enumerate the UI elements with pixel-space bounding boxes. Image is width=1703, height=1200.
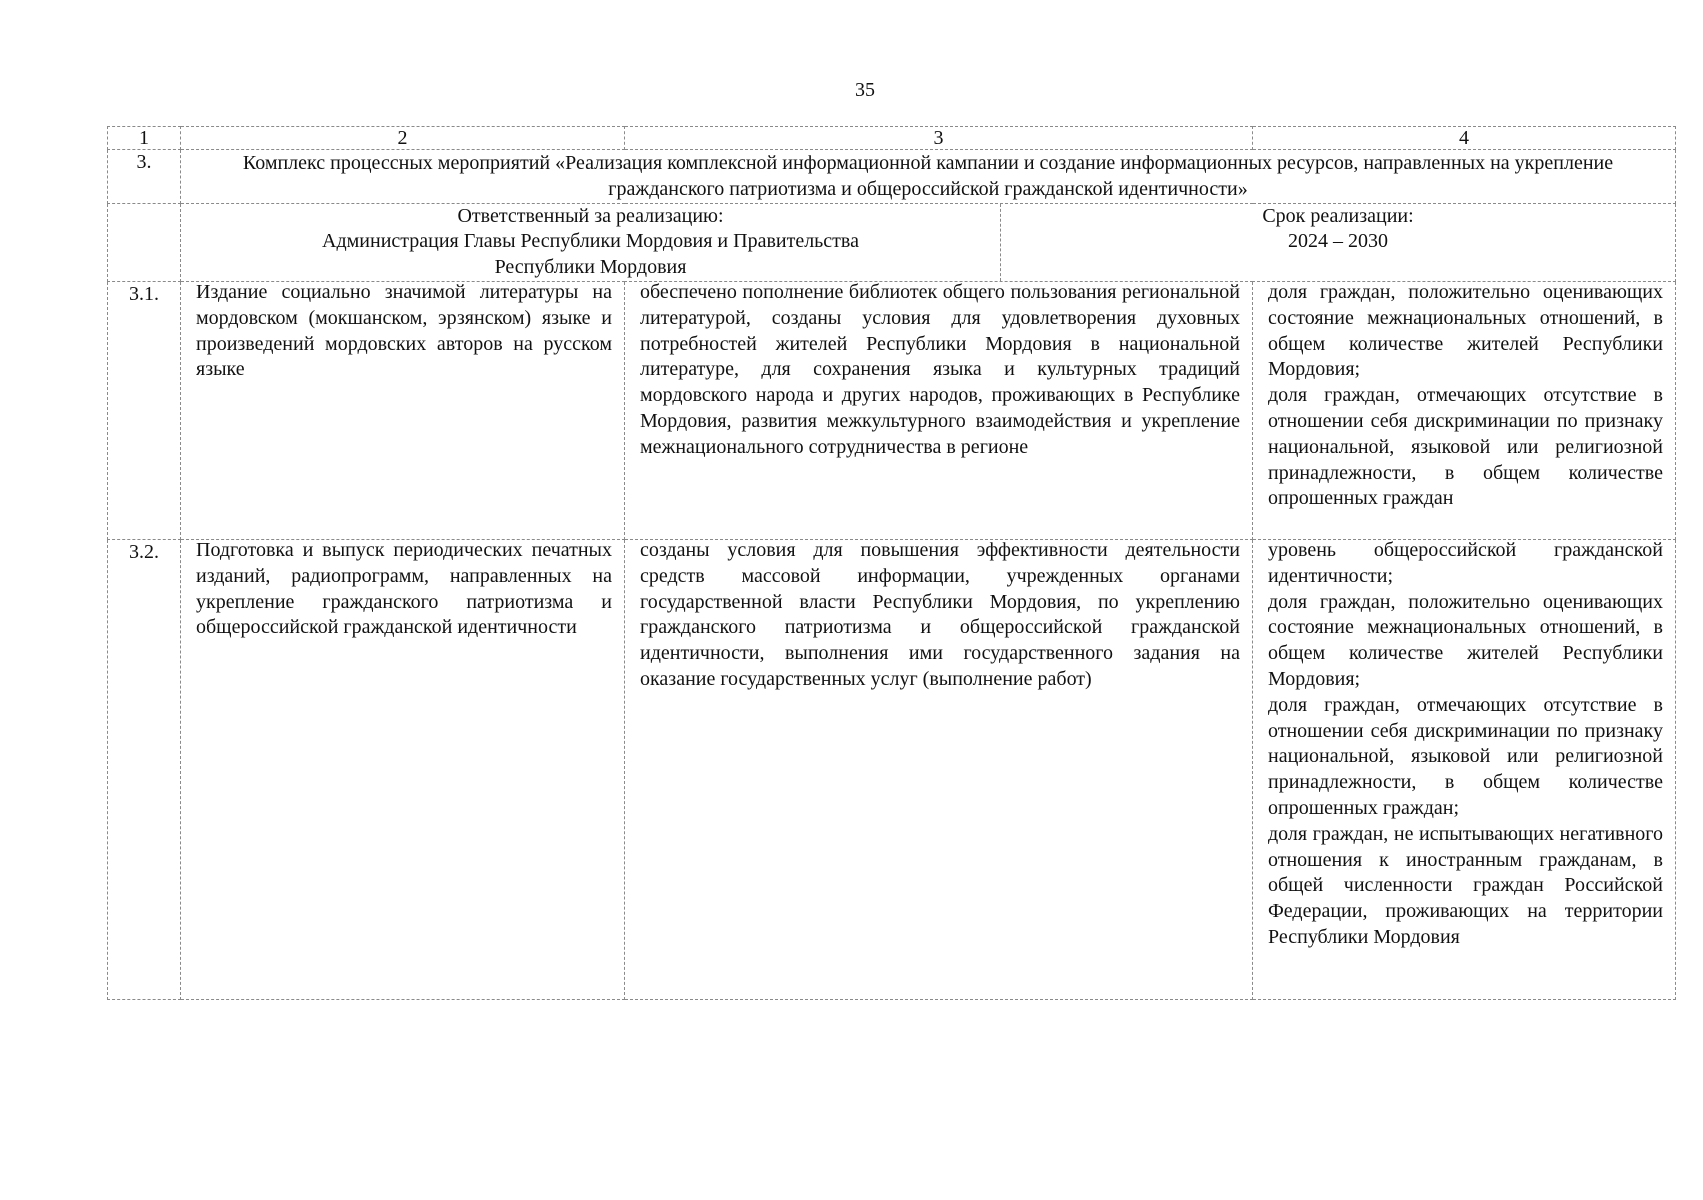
column-number-3: 3 (625, 127, 1253, 150)
responsible-line-2: Республики Мордовия (494, 256, 687, 279)
responsible-block (181, 204, 1001, 281)
responsible-line-1: Администрация Главы Республики Мордовия и Правительства (322, 230, 859, 253)
result-cell (625, 539, 1253, 999)
indicator-item: доля граждан, не испытывающих негативного отношения к иностранным гражданам, в общей численности граждан Российской Федерации, проживающих на территории Республики Мордовия (1268, 822, 1663, 948)
responsible-empty-cell (108, 203, 181, 281)
indicator-item: доля граждан, положительно оценивающих состояние межнациональных отношений, в общем количестве жителей Республики Мордовия; (1268, 590, 1663, 690)
term-label: Срок реализации: (1262, 204, 1414, 227)
responsible-cell (181, 203, 1676, 281)
responsible-row (108, 203, 1676, 281)
responsible-label: Ответственный за реализацию: (457, 204, 724, 227)
column-number-2: 2 (181, 127, 625, 150)
table-row (108, 281, 1676, 539)
result-text: созданы условия для повышения эффективности деятельности средств массовой информации, учрежденных органами государственной власти Республики Мордовия, по укреплению гражданского патриотизма и общероссийской гражданской идентичности, выполнения ими государственного задания на оказание государственных услуг (выполнение работ) (640, 538, 1240, 690)
row-number: 3.1. (108, 281, 181, 539)
page-number: 35 (855, 79, 875, 101)
task-text: Издание социально значимой литературы на мордовском (мокшанском, эрзянском) языке и произведений мордовских авторов на русском языке (196, 280, 612, 381)
measures-table (107, 126, 1676, 1000)
result-cell (625, 281, 1253, 539)
section-number: 3. (108, 150, 181, 204)
section-title: Комплекс процессных мероприятий «Реализация комплексной информационной кампании и создание информационных ресурсов, направленных на укрепление гражданского патриотизма и общероссийской гражданской идентичности» (181, 150, 1676, 204)
result-text: обеспечено пополнение библиотек общего пользования региональной литературой, созданы условия для удовлетворения духовных потребностей жителей Республики Мордовия в национальной литературе, для сохранения языка и культурных традиций мордовского народа и других народов, проживающих в Республике Мордовия, развития межкультурного взаимодействия и укрепление межнационального сотрудничества в регионе (640, 280, 1240, 458)
indicator-item: доля граждан, положительно оценивающих состояние межнациональных отношений, в общем количестве жителей Республики Мордовия; (1268, 280, 1663, 381)
task-text: Подготовка и выпуск периодических печатных изданий, радиопрограмм, направленных на укрепление гражданского патриотизма и общероссийской гражданской идентичности (196, 538, 612, 639)
term-block (1001, 204, 1675, 281)
indicator-item: доля граждан, отмечающих отсутствие в отношении себя дискриминации по признаку национальной, языковой или религиозной принадлежности, в общем количестве опрошенных граждан (1268, 384, 1663, 510)
column-number-4: 4 (1253, 127, 1676, 150)
table-row (108, 539, 1676, 999)
indicators-cell (1253, 281, 1676, 539)
column-number-1: 1 (108, 127, 181, 150)
task-cell (181, 539, 625, 999)
section-title-row (108, 150, 1676, 204)
indicators-cell (1253, 539, 1676, 999)
term-value: 2024 – 2030 (1288, 230, 1388, 253)
task-cell (181, 281, 625, 539)
indicator-item: доля граждан, отмечающих отсутствие в отношении себя дискриминации по признаку национальной, языковой или религиозной принадлежности, в общем количестве опрошенных граждан; (1268, 693, 1663, 819)
column-number-row (108, 127, 1676, 150)
indicator-item: уровень общероссийской гражданской идентичности; (1268, 538, 1663, 587)
row-number: 3.2. (108, 539, 181, 999)
